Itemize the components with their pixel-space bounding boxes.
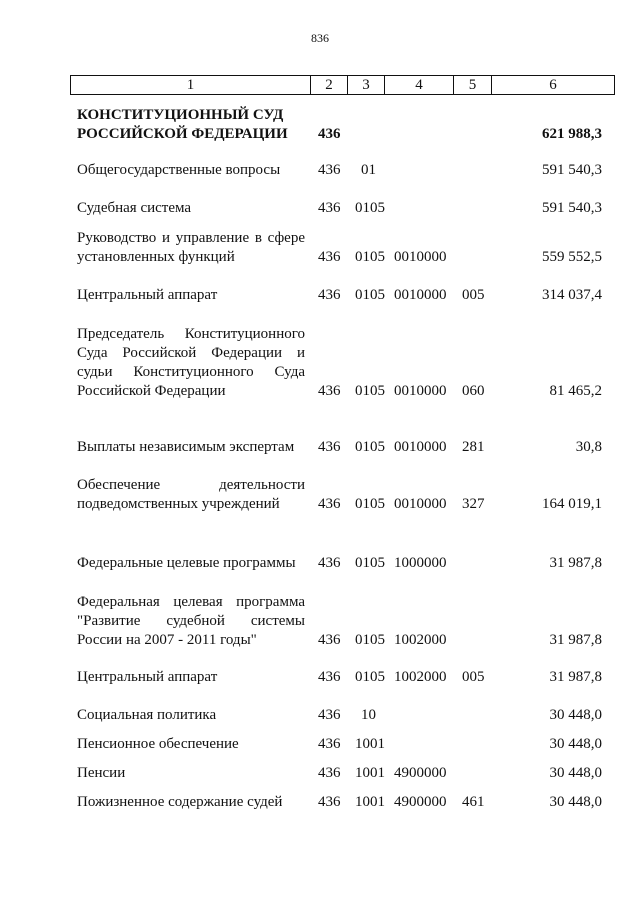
row-section-code: 1001	[355, 765, 385, 781]
table-row	[0, 228, 640, 267]
row-section-code: 0105	[355, 383, 385, 399]
row-ministry-code: 436	[318, 200, 341, 216]
row-expense-type-code: 461	[462, 794, 485, 810]
row-section-code: 0105	[355, 555, 385, 571]
row-ministry-code: 436	[318, 383, 341, 399]
row-section-code: 0105	[355, 200, 385, 216]
row-name: Федеральная целевая программа "Развитие судебной системы России на 2007 - 2011 годы"	[77, 594, 305, 648]
row-name: Судебная система	[77, 200, 192, 216]
table-row	[0, 198, 640, 218]
row-target-code: 0010000	[394, 439, 447, 455]
table-row	[0, 418, 640, 457]
row-ministry-code: 436	[318, 439, 341, 455]
row-section-code: 01	[361, 162, 376, 178]
table-row	[0, 734, 640, 754]
row-ministry-code: 436	[318, 669, 341, 685]
row-target-code: 0010000	[394, 249, 447, 265]
row-ministry-code: 436	[318, 496, 341, 512]
row-section-code: 10	[361, 707, 376, 723]
table-row	[0, 475, 640, 514]
table-row	[0, 285, 640, 305]
row-name: КОНСТИТУЦИОННЫЙ СУД РОССИЙСКОЙ ФЕДЕРАЦИИ	[77, 107, 288, 142]
row-target-code: 0010000	[394, 287, 447, 303]
row-target-code: 4900000	[394, 794, 447, 810]
row-section-code: 0105	[355, 439, 385, 455]
row-section-code: 1001	[355, 736, 385, 752]
column-header-3: 3	[348, 76, 385, 95]
row-name: Обеспечение деятельности подведомственных учреждений	[77, 477, 305, 512]
row-section-code: 0105	[355, 496, 385, 512]
row-expense-type-code: 060	[462, 383, 485, 399]
row-expense-type-code: 005	[462, 287, 485, 303]
row-section-code: 0105	[355, 287, 385, 303]
row-amount: 31 987,8	[549, 555, 602, 571]
row-amount: 314 037,4	[542, 287, 602, 303]
row-name: Центральный аппарат	[77, 287, 218, 303]
table-row	[0, 667, 640, 687]
row-amount: 30 448,0	[549, 765, 602, 781]
row-ministry-code: 436	[318, 126, 341, 142]
row-ministry-code: 436	[318, 632, 341, 648]
page-number: 836	[311, 31, 329, 45]
table-row	[0, 91, 640, 144]
row-amount: 164 019,1	[542, 496, 602, 512]
row-ministry-code: 436	[318, 736, 341, 752]
row-ministry-code: 436	[318, 765, 341, 781]
column-header-6: 6	[492, 76, 615, 95]
row-name: Пенсии	[77, 765, 126, 781]
row-name: Федеральные целевые программы	[77, 555, 296, 571]
row-name: Социальная политика	[77, 707, 217, 723]
table-row	[0, 160, 640, 180]
row-name: Выплаты независимым экспертам	[77, 439, 295, 455]
column-header-4: 4	[385, 76, 454, 95]
row-amount: 31 987,8	[549, 632, 602, 648]
row-ministry-code: 436	[318, 555, 341, 571]
row-target-code: 1002000	[394, 669, 447, 685]
row-section-code: 1001	[355, 794, 385, 810]
row-expense-type-code: 327	[462, 496, 485, 512]
row-ministry-code: 436	[318, 162, 341, 178]
row-amount: 81 465,2	[549, 383, 602, 399]
row-amount: 31 987,8	[549, 669, 602, 685]
row-name: Центральный аппарат	[77, 669, 218, 685]
row-ministry-code: 436	[318, 287, 341, 303]
row-name: Пенсионное обеспечение	[77, 736, 239, 752]
table-row	[0, 763, 640, 783]
row-section-code: 0105	[355, 249, 385, 265]
row-name: Общегосударственные вопросы	[77, 162, 281, 178]
row-amount: 30 448,0	[549, 794, 602, 810]
row-expense-type-code: 005	[462, 669, 485, 685]
row-section-code: 0105	[355, 669, 385, 685]
row-name: Руководство и управление в сфере установленных функций	[77, 230, 305, 265]
row-amount: 591 540,3	[542, 162, 602, 178]
row-amount: 591 540,3	[542, 200, 602, 216]
column-header-1: 1	[71, 76, 311, 95]
table-row	[0, 323, 640, 401]
row-target-code: 1000000	[394, 555, 447, 571]
column-header-2: 2	[311, 76, 348, 95]
row-amount: 559 552,5	[542, 249, 602, 265]
row-name: Пожизненное содержание судей	[77, 794, 283, 810]
row-name: Председатель Конституционного Суда Российской Федерации и судьи Конституционного Суда Российской Федерации	[77, 326, 305, 399]
row-amount: 30 448,0	[549, 707, 602, 723]
row-amount: 30 448,0	[549, 736, 602, 752]
row-target-code: 1002000	[394, 632, 447, 648]
column-header-5: 5	[454, 76, 492, 95]
table-row	[0, 792, 640, 812]
table-row	[0, 705, 640, 725]
row-ministry-code: 436	[318, 707, 341, 723]
row-target-code: 0010000	[394, 496, 447, 512]
row-amount: 621 988,3	[542, 126, 602, 142]
table-row	[0, 534, 640, 573]
row-expense-type-code: 281	[462, 439, 485, 455]
row-target-code: 0010000	[394, 383, 447, 399]
row-ministry-code: 436	[318, 249, 341, 265]
row-ministry-code: 436	[318, 794, 341, 810]
row-amount: 30,8	[575, 439, 602, 455]
row-section-code: 0105	[355, 632, 385, 648]
table-row	[0, 592, 640, 650]
row-target-code: 4900000	[394, 765, 447, 781]
